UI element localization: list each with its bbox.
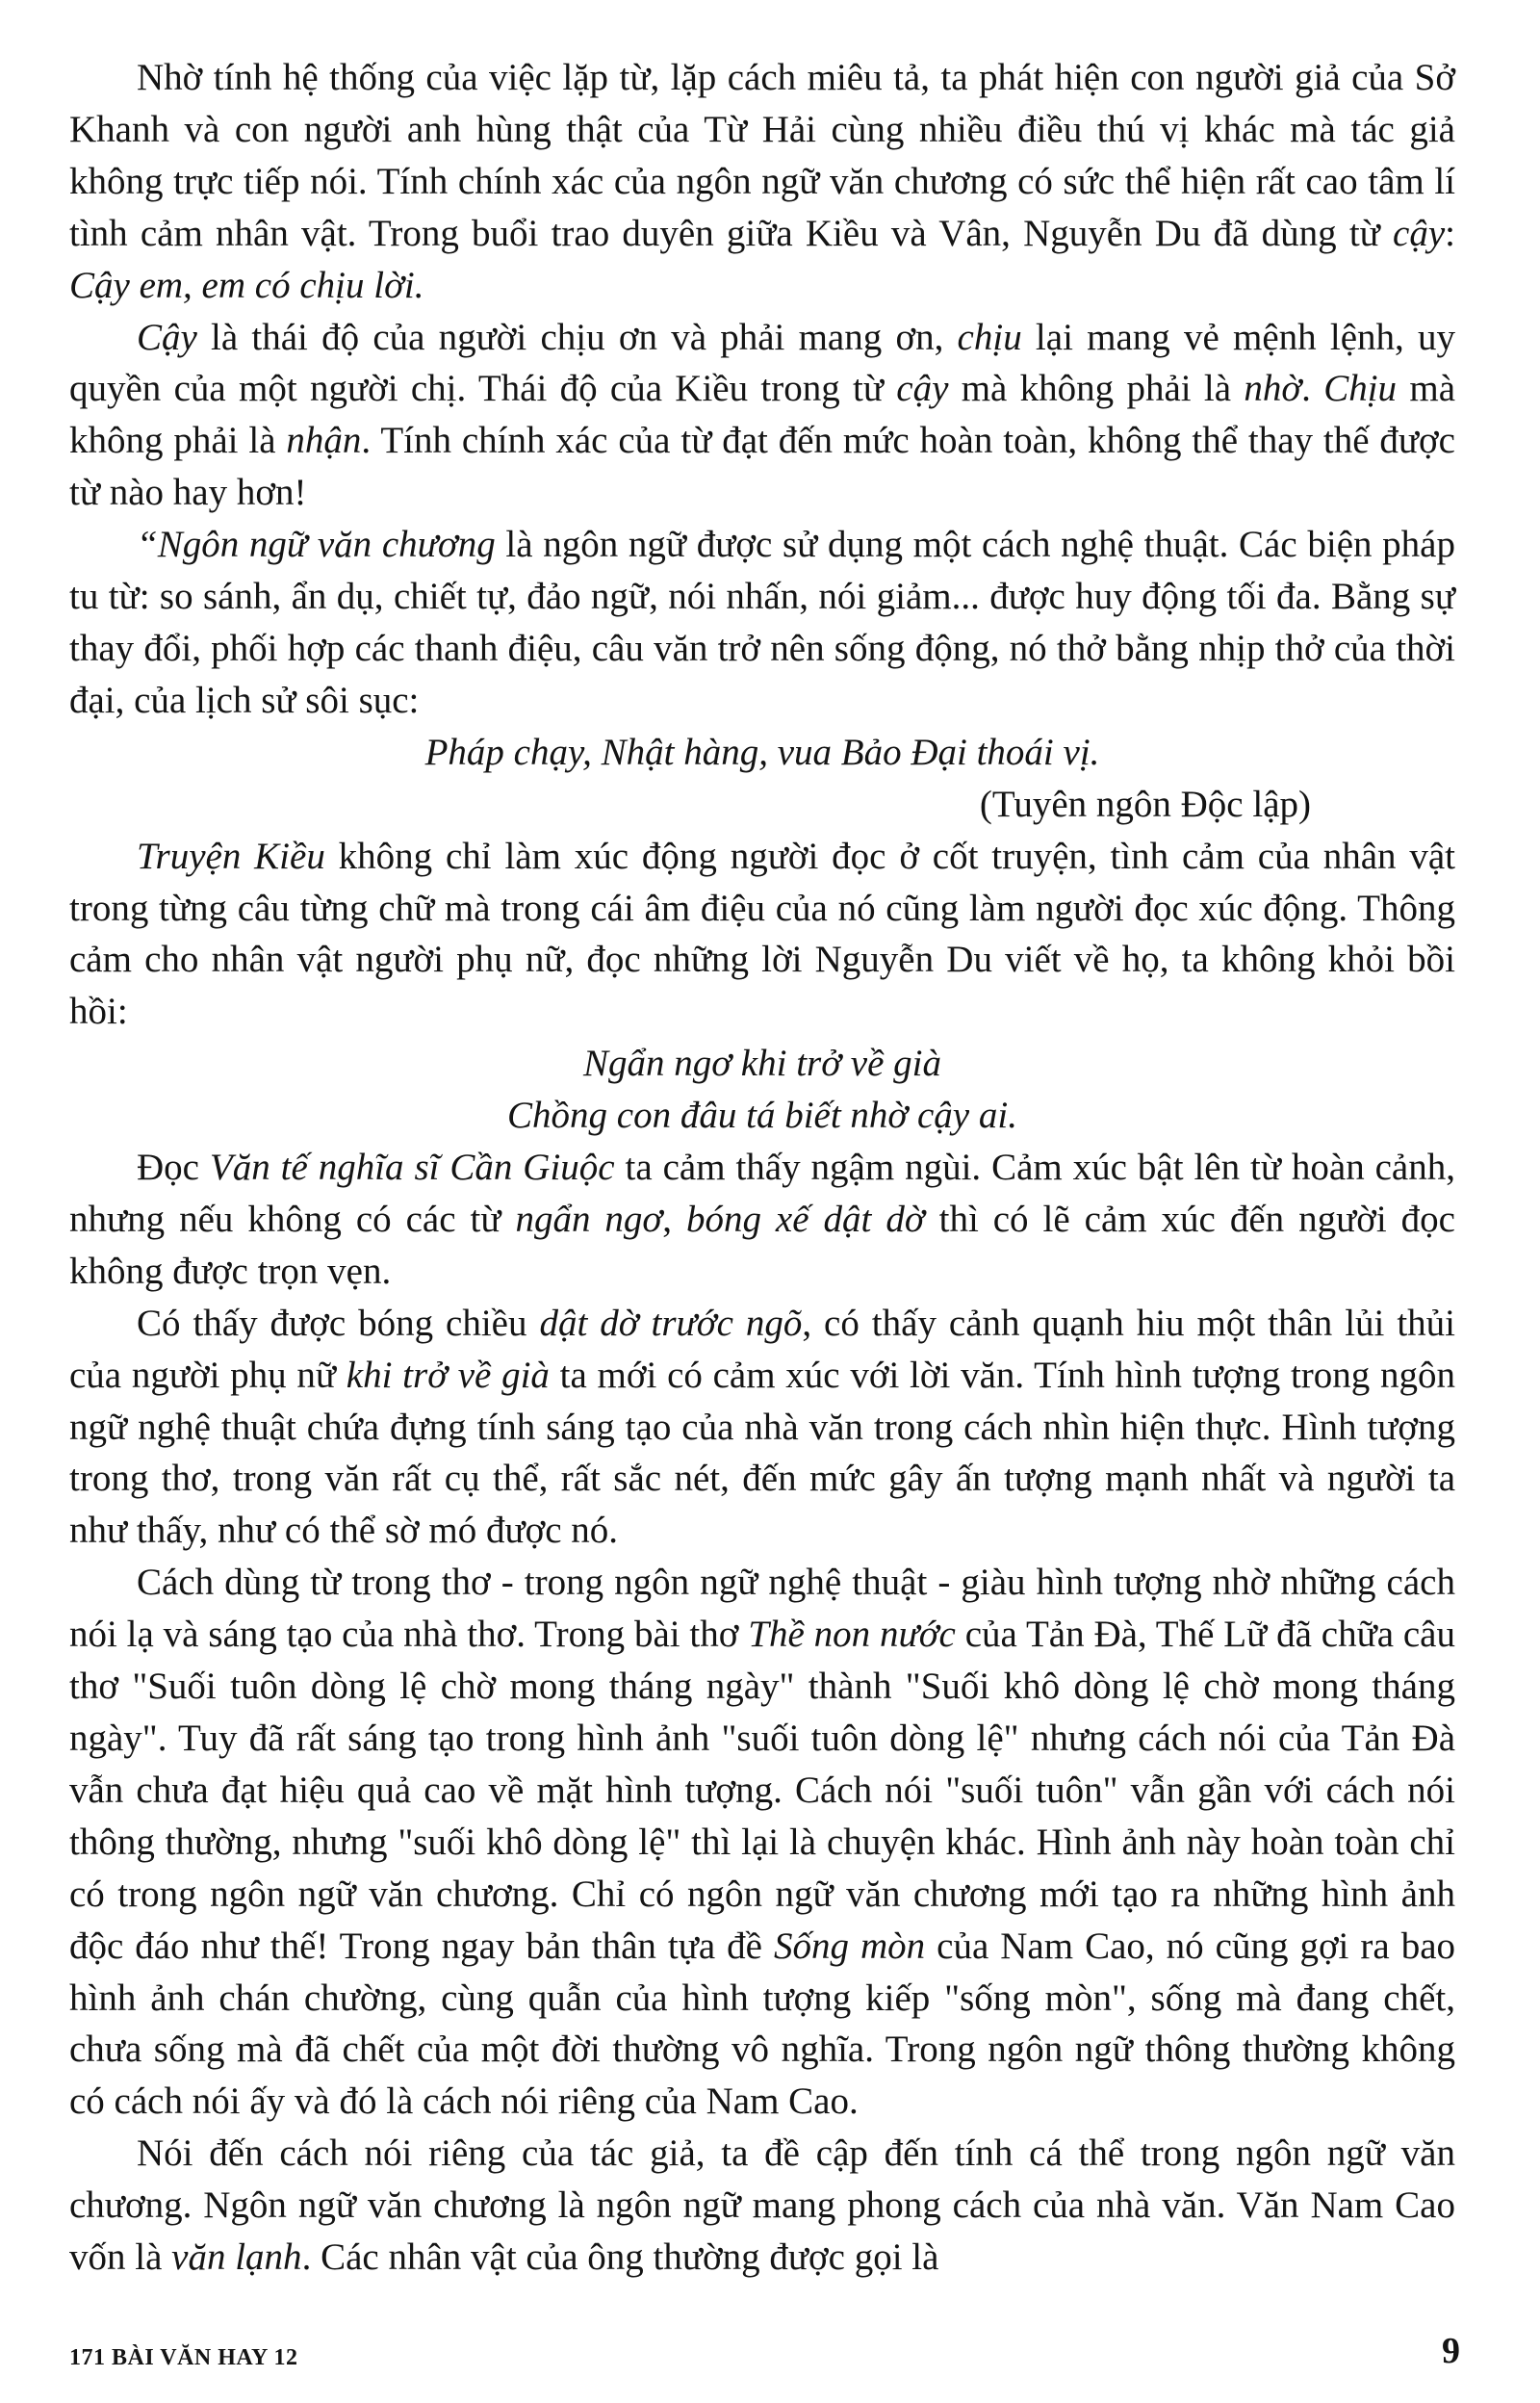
text-run: , [662,1198,686,1240]
text-run: Nói đến cách nói riêng của tác giả, ta đề cập đến tính cá thể trong ngôn ngữ văn chương. Ngôn ngữ văn chương là ngôn ngữ mang phong cách của nhà văn. Văn Nam Cao vốn là [69,2132,1455,2279]
text-run: mà không phải là [948,368,1245,410]
text-run: Chồng con đâu tá biết nhờ cậy ai. [507,1095,1017,1137]
italic-text: khi trở về già [346,1354,550,1396]
text-run: ta mới có cảm xúc với lời văn. Tính hình tượng trong ngôn ngữ nghệ thuật chứa đựng tính sáng tạo của nhà văn trong cách nhìn hiện thực. Hình tượng trong thơ, trong văn rất cụ thể, rất sắc nét, đến mức gây ấn tượng mạnh nhất và người ta như thấy, như có thể sờ mó được nó. [69,1354,1456,1552]
text-run: . Các nhân vật của ông thường được gọi là [301,2236,939,2279]
text-run: thì có lẽ cảm xúc đến người đọc không được trọn vẹn. [69,1198,1455,1292]
text-run: là thái độ của người chịu ơn và phải mang ơn, [196,316,958,358]
text-run: là ngôn ngữ được sử dụng một cách nghệ thuật. Các biện pháp tu từ: so sánh, ẩn dụ, chiết tự, đảo ngữ, nói nhấn, nói giảm... được huy động tối đa. Bằng sự thay đổi, phối hợp các thanh điệu, câu văn trở nên sống động, nó thở bằng nhịp thở của thời đại, của lịch sử sôi sục: [69,524,1455,721]
italic-text: cậy [896,368,949,410]
text-run: ta cảm thấy ngậm ngùi. Cảm xúc bật lên từ hoàn cảnh, nhưng nếu không có các từ [69,1147,1455,1240]
text-run: không chỉ làm xúc động người đọc ở cốt truyện, tình cảm của nhân vật trong từng câu từng chữ mà trong cái âm điệu của nó cũng làm người đọc xúc động. Thông cảm cho nhân vật người phụ nữ, đọc những lời Nguyễn Du viết về họ, ta không khỏi bồi hồi: [69,835,1455,1033]
text-run: : [1445,212,1455,254]
italic-text: Thề non nước [748,1614,956,1656]
verse-line [69,1038,1455,1090]
italic-text: dật dờ trước ngõ [539,1302,803,1344]
paragraph [69,2128,1455,2284]
italic-text: “Ngôn ngữ văn chương [137,524,496,566]
text-run: . Tính chính xác của từ đạt đến mức hoàn toàn, không thể thay thế được từ nào hay hơn! [69,420,1455,514]
text-run: của Tản Đà, Thế Lữ đã chữa câu thơ "Suối tuôn dòng lệ chờ mong tháng ngày" thành "Suối khô dòng lệ chờ mong tháng ngày". Tuy đã rất sáng tạo trong hình ảnh "suối tuôn dòng lệ" nhưng cách nói của Tản Đà vẫn chưa đạt hiệu quả cao về mặt hình tượng. Cách nói "suối tuôn" vẫn gần với cách nói thông thường, nhưng "suối khô dòng lệ" thì lại là chuyện khác. Hình ảnh này hoàn toàn chỉ có trong ngôn ngữ văn chương. Chỉ có ngôn ngữ văn chương mới tạo ra những hình ảnh độc đáo như thế! Trong ngay bản thân tựa đề [69,1614,1455,1967]
text-run: Đọc [137,1147,210,1189]
running-footer-title: 171 BÀI VĂN HAY 12 [69,2345,298,2370]
italic-text: ngẩn ngơ [515,1198,663,1240]
italic-text: Cậy em, em có chịu lời. [69,264,424,306]
italic-text: Cậy [137,316,197,358]
paragraph [69,1557,1455,2128]
italic-text: Truyện Kiều [137,835,325,877]
body-text [69,52,1455,2284]
text-run: Có thấy được bóng chiều [137,1302,540,1344]
italic-text: nhờ [1244,368,1302,410]
verse-line [69,1090,1455,1142]
italic-text: chịu [957,316,1022,358]
text-run: Cách dùng từ trong thơ - trong ngôn ngữ nghệ thuật - giàu hình tượng nhờ những cách nói lạ và sáng tạo của nhà thơ. Trong bài thơ [69,1562,1455,1656]
text-run: . [1301,368,1324,410]
text-run: , có thấy cảnh quạnh hiu một thân lủi thủi của người phụ nữ [69,1302,1456,1396]
verse-line [69,727,1455,779]
paragraph [69,1298,1455,1558]
paragraph [69,52,1455,312]
italic-text: nhận [286,420,362,462]
text-run: của Nam Cao, nó cũng gợi ra bao hình ảnh chán chường, cùng quẫn của hình tượng kiếp "sống mòn", sống mà đang chết, chưa sống mà đã chết của một đời thường vô nghĩa. Trong ngôn ngữ thông thường không có cách nói ấy và đó là cách nói riêng của Nam Cao. [69,1925,1456,2123]
paragraph [69,1142,1455,1298]
text-run: mà không phải là [69,368,1455,462]
text-run: Nhờ tính hệ thống của việc lặp từ, lặp cách miêu tả, ta phát hiện con người giả của Sở Khanh và con người anh hùng thật của Từ Hải cùng nhiều điều thú vị khác mà tác giả không trực tiếp nói. Tính chính xác của ngôn ngữ văn chương có sức thể hiện rất cao tâm lí tình cảm nhân vật. Trong buổi trao duyên giữa Kiều và Vân, Nguyễn Du đã dùng từ [69,57,1455,254]
text-run: (Tuyên ngôn Độc lập) [979,783,1311,825]
italic-text: cậy [1393,212,1446,254]
italic-text: Chịu [1323,368,1398,410]
italic-text: văn lạnh [171,2236,302,2279]
text-run: Ngẩn ngơ khi trở về già [582,1043,941,1085]
text-run: lại mang vẻ mệnh lệnh, uy quyền của một người chị. Thái độ của Kiều trong từ [69,316,1455,410]
paragraph [69,831,1455,1039]
italic-text: Văn tế nghĩa sĩ Cần Giuộc [209,1147,615,1189]
quote-source [69,779,1455,831]
paragraph [69,519,1455,727]
paragraph [69,312,1455,520]
italic-text: bóng xế dật dờ [685,1198,925,1240]
page-number: 9 [1442,2331,1460,2371]
italic-text: Sống mòn [773,1925,926,1967]
text-run: Pháp chạy, Nhật hàng, vua Bảo Đại thoái vị. [424,731,1100,773]
